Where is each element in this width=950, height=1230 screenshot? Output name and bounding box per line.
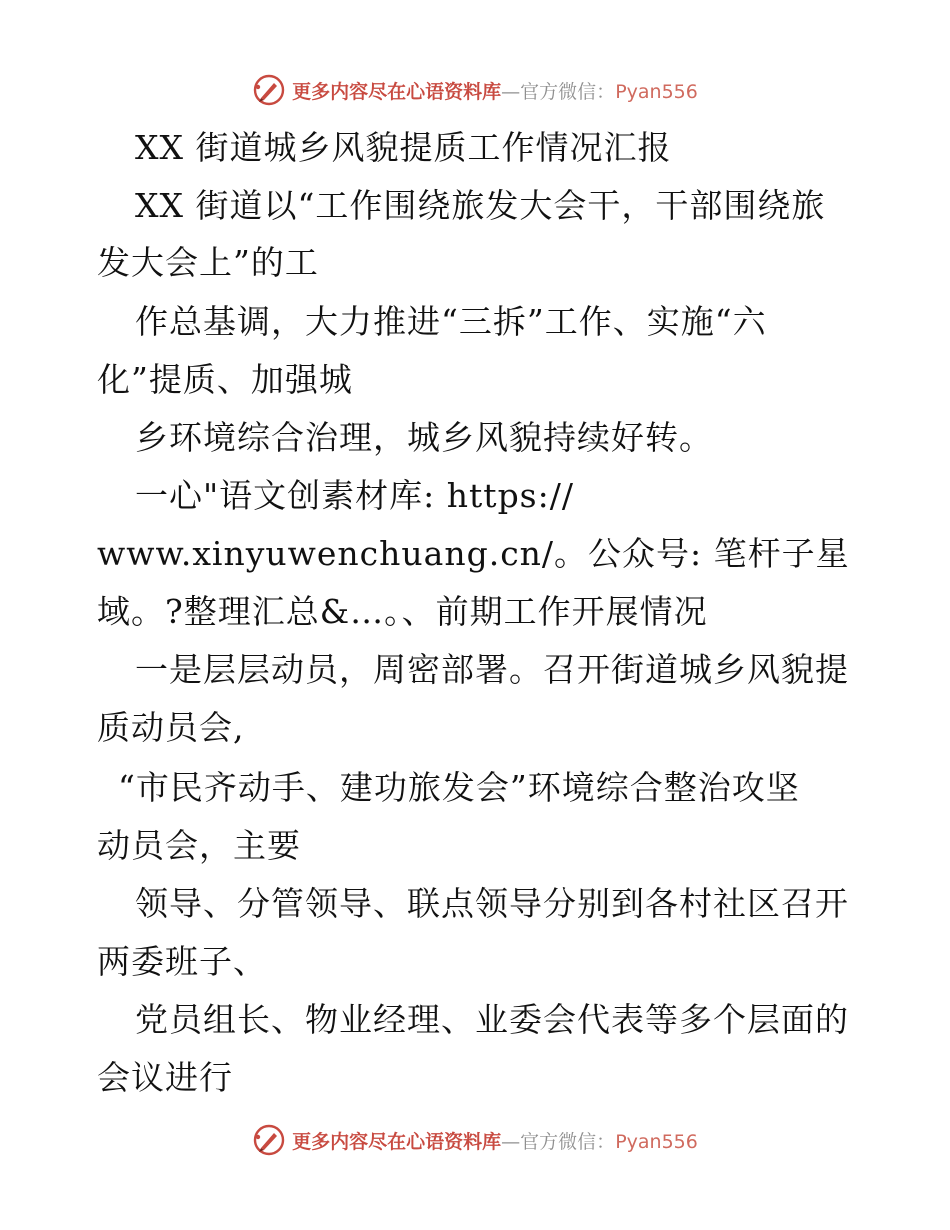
pen-logo-icon <box>252 73 286 107</box>
banner-title: 更多内容尽在心语资料库 <box>292 1130 502 1153</box>
paragraph-line: 发大会上”的工 <box>97 243 319 282</box>
paragraph-line: 领导、分管领导、联点领导分别到各村社区召开 <box>135 884 849 923</box>
paragraph-line: 域。?整理汇总&…。、前期工作开展情况 <box>97 592 708 631</box>
header-banner <box>0 70 950 110</box>
paragraph-line: “市民齐动手、建功旅发会”环境综合整治攻坚 <box>118 768 800 807</box>
banner-title: 更多内容尽在心语资料库 <box>292 80 502 103</box>
paragraph-line: 党员组长、物业经理、业委会代表等多个层面的 <box>135 1000 849 1039</box>
footer-banner <box>0 1120 950 1160</box>
banner-wechat-id: Pyan556 <box>615 1130 698 1153</box>
paragraph-line: 质动员会, <box>97 708 245 747</box>
banner-dash: — <box>501 80 521 103</box>
banner-dash: — <box>501 1130 521 1153</box>
paragraph-line: 会议进行 <box>97 1058 233 1097</box>
header-banner-text <box>292 77 698 104</box>
footer-banner-text <box>292 1127 698 1154</box>
paragraph-line: 一是层层动员，周密部署。召开街道城乡风貌提 <box>135 650 849 689</box>
paragraph-line: 乡环境综合治理，城乡风貌持续好转。 <box>135 418 713 457</box>
footer-banner-content <box>252 1123 698 1157</box>
banner-wechat-label: 官方微信： <box>520 1130 616 1153</box>
paragraph-line: 一心"语文创素材库: https:// <box>135 476 574 515</box>
paragraph-line: 两委班子、 <box>97 942 267 981</box>
paragraph-line: 动员会，主要 <box>97 826 301 865</box>
pen-logo-icon <box>252 1123 286 1157</box>
paragraph-line: 作总基调，大力推进“三拆”工作、实施“六 <box>135 302 767 341</box>
document-title: XX 街道城乡风貌提质工作情况汇报 <box>135 128 672 167</box>
paragraph-line: 化”提质、加强城 <box>97 360 353 399</box>
header-banner-content <box>252 73 698 107</box>
banner-wechat-label: 官方微信： <box>520 80 616 103</box>
paragraph-line: www.xinyuwenchuang.cn/。公众号: 笔杆子星 <box>97 534 850 573</box>
paragraph-line: XX 街道以“工作围绕旅发大会干，干部围绕旅 <box>135 186 826 225</box>
banner-wechat-id: Pyan556 <box>615 80 698 103</box>
